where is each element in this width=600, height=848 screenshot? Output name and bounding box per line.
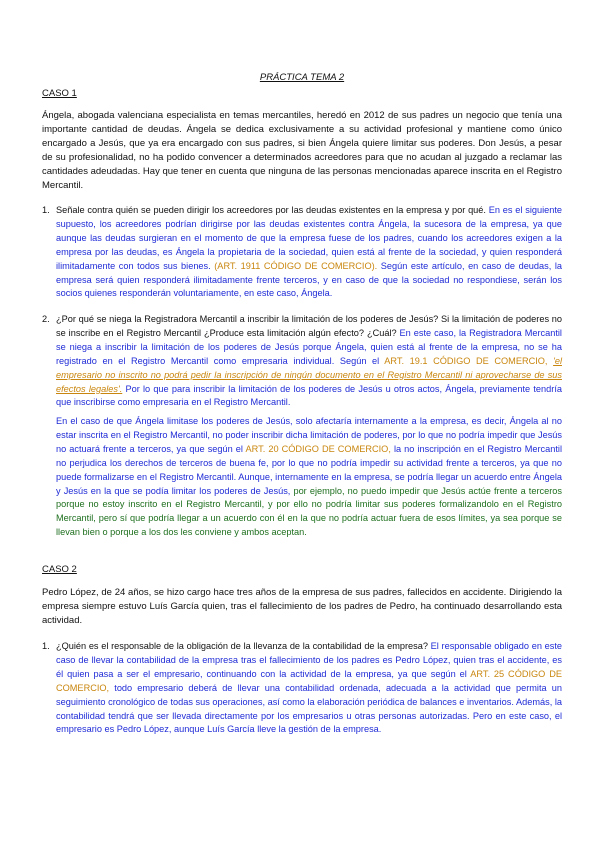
answer-text-continued: Según este artículo, en caso de deudas, la empresa será quien responderá ilimitadamente frente terceros, y en caso de que la sociedad no respondiese, serán los socios quienes responderán voluntariamente, en este caso, Ángela. bbox=[56, 260, 562, 299]
answer-text-continued: todo empresario deberá de llevar una contabilidad ordenada, adecuada a la actividad que permita un seguimiento cronológico de todas sus operaciones, así como la elaboración periódica de balances e inventarios. Además, la contabilidad tendrá que ser llevada directamente por los empresarios u otras personas autorizadas. Pero en este caso, el empresario es Pedro López, aunque Luís García lleve la gestión de la empresa. bbox=[56, 682, 562, 735]
answer-text: En este caso, la Registradora Mercantil se niega a inscribir la limitación de los poderes de Jesús porque Ángela, quien está al frente de la empresa, no se ha registrado en el Registro Mercantil como empresaria individual. Según el bbox=[56, 327, 562, 366]
answer-text: El responsable obligado en este caso de llevar la contabilidad de la empresa tras el fallecimiento de los padres es Pedro López, quien tras el accidente, es él quien pasa a ser el empresario, continuando con la actividad de la empresa, ya que según el bbox=[56, 641, 562, 679]
question-text: Señale contra quién se pueden dirigir los acreedores por las deudas existentes en la empresa y por qué. bbox=[56, 205, 486, 215]
question-number: 1. bbox=[42, 205, 50, 215]
caso2-heading: CASO 2 bbox=[42, 564, 77, 575]
caso1-question-2 bbox=[42, 313, 562, 410]
question-text: ¿Por qué se niega la Registradora Mercantil a inscribir la limitación de los poderes de Jesús? Si la limitación de poderes no se inscribe en el Registro Mercantil ¿Produce esta limitación algún efecto? ¿Cuál? bbox=[56, 314, 562, 338]
caso2-statement: Pedro López, de 24 años, se hizo cargo hace tres años de la empresa de sus padres, fallecidos en accidente. Dirigiendo la empresa siempre estuvo Luís García quien, tras el fallecimiento de los padres de Pedro, ha continuado desarrollando esta actividad. bbox=[42, 587, 562, 626]
page-title: PRÁCTICA TEMA 2 bbox=[259, 72, 345, 83]
answer-text-continued: la no inscripción en el Registro Mercantil no perjudica los derechos de terceros de buena fe, por lo que no podría impedir su actividad frente a terceros, ya que no puede formalizarse en el Registro Mercantil. Aunque, internamente en la empresa, se podría llegar un acuerdo entre Ángela y Jesús en la que se podía limitar los poderes de Jesús, bbox=[56, 443, 562, 496]
answer-text-continued: Por lo que para inscribir la limitación de los poderes de Jesús u otros actos, Ángela, previamente tendría que inscribirse como empresaria en el Registro Mercantil. bbox=[56, 383, 562, 408]
caso1-heading: CASO 1 bbox=[42, 88, 77, 99]
article-reference: ART. 19.1 CÓDIGO DE COMERCIO, bbox=[384, 355, 548, 366]
question-number: 1. bbox=[42, 641, 50, 651]
article-reference: ART. 20 CÓDIGO DE COMERCIO, bbox=[245, 443, 391, 454]
answer-text: En el caso de que Ángela limitase los poderes de Jesús, solo afectaría internamente a la empresa, es decir, Ángela al no estar inscrita en el Registro Mercantil, no poder inscribir dicha limitación de poderes, por lo que no podría impedir que Jesús no actuará frente a terceros, ya que según el bbox=[56, 416, 562, 454]
question-number: 2. bbox=[42, 314, 50, 324]
question-text: ¿Quién es el responsable de la obligación de la llevanza de la contabilidad de la empresa? bbox=[56, 641, 428, 651]
caso2-question-1 bbox=[42, 640, 562, 737]
article-reference: (ART. 1911 CÓDIGO DE COMERCIO). bbox=[214, 260, 378, 271]
answer-text: En es el siguiente supuesto, los acreedores podrían dirigirse por las deudas existentes contra Ángela, la sucesora de la empresa, ya que aunque las deudas surgieran en el momento de que la empresa fuese de los padres, cuando los acreedores exigen a la empresa por las deudas, es Ángela la propietaria de la sociedad, quien está al frente de la sociedad, y quien responderá ilimitadamente con todos sus bienes. bbox=[56, 205, 562, 271]
caso1-question-2-paragraph-2 bbox=[56, 415, 562, 540]
caso1-question-1 bbox=[42, 204, 562, 301]
article-reference: ART. 25 CÓDIGO DE COMERCIO, bbox=[56, 668, 563, 693]
example-text: por ejemplo, no puedo impedir que Jesús actúe frente a terceros porque no estoy inscrito en el Registro Mercantil, y por ello no podría limitar sus poderes formalizandolo en el Registro Mercantil, pero sí que podría llegar a un acuerdo con él en la que no podría actuar fuera de esos límites, ya sea porque se llevan bien o porque a los dos les conviene y ambos aceptan. bbox=[56, 485, 562, 538]
article-quote: 'el empresario no inscrito no podrá pedir la inscripción de ningún documento en el Registro Mercantil ni aprovecharse de sus efectos legales'. bbox=[56, 355, 562, 394]
caso1-statement: Ángela, abogada valenciana especialista en temas mercantiles, heredó en 2012 de sus padres un negocio que tenía una importante cantidad de deudas. Ángela se dedica exclusivamente a su actividad profesional y mantiene como único encargado a Jesús, que ya era encargado con sus padres, si bien Ángela quiere limitar sus poderes. Don Jesús, a pesar de su profesionalidad, no ha podido convencer a determinados acreedores para que no acudan al juzgado a reclamar las cantidades adeudadas. Hay que tener en cuenta que ninguna de las personas mencionadas aparece inscrita en el Registro Mercantil. bbox=[42, 110, 562, 191]
